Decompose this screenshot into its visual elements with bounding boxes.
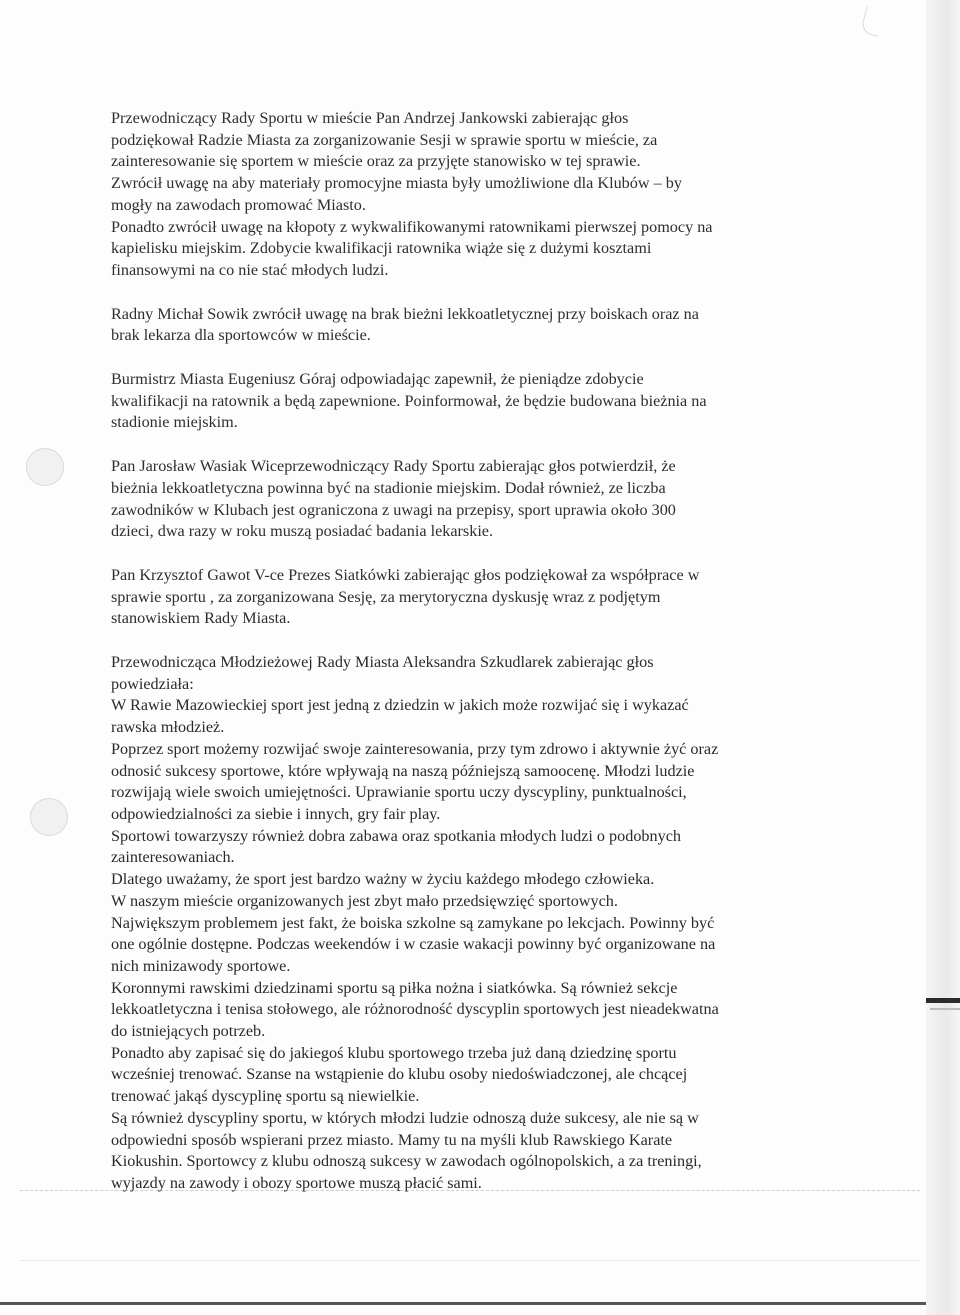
text-line: stadionie miejskim. xyxy=(111,413,238,432)
paragraph-szkudlarek xyxy=(111,652,811,1195)
text-line: zawodników w Klubach jest ograniczona z uwagi na przepisy, sport uprawia około 300 xyxy=(111,500,676,519)
document-body xyxy=(111,108,811,1217)
scan-edge-mark xyxy=(926,998,960,1003)
page-corner-pencil-mark xyxy=(860,6,885,37)
text-line: rozwijają wiele swoich umiejętności. Uprawianie sportu uczy dyscypliny, punktualności, xyxy=(111,783,687,802)
punch-hole-top xyxy=(26,448,64,486)
faint-scan-line-lower xyxy=(20,1260,920,1261)
paragraph-jankowski xyxy=(111,108,811,282)
text-line: brak lekarza dla sportowców w mieście. xyxy=(111,326,371,345)
text-line: odnosić sukcesy sportowe, które wpływają na naszą późniejszą samoocenę. Młodzi ludzie xyxy=(111,761,695,780)
text-line: Ponadto zwrócił uwagę na kłopoty z wykwalifikowanymi ratownikami pierwszej pomocy na xyxy=(111,217,713,236)
scan-right-edge xyxy=(926,0,960,1315)
text-line: kwalifikacji na ratownik a będą zapewnione. Poinformował, że będzie budowana bieżnia na xyxy=(111,391,707,410)
text-line: stanowiskiem Rady Miasta. xyxy=(111,609,291,628)
text-line: mogły na zawodach promować Miasto. xyxy=(111,195,366,214)
text-line: wcześniej trenować. Szanse na wstąpienie do klubu osoby niedoświadczonej, ale chcącej xyxy=(111,1065,688,1084)
text-line: Koronnymi rawskimi dziedzinami sportu są piłka nożna i siatkówka. Są również sekcje xyxy=(111,978,678,997)
text-line: Pan Jarosław Wasiak Wiceprzewodniczący Rady Sportu zabierając głos potwierdził, że xyxy=(111,457,676,476)
paragraph-goraj xyxy=(111,369,811,434)
text-line: Poprzez sport możemy rozwijać swoje zainteresowania, przy tym zdrowo i aktywnie żyć oraz xyxy=(111,739,719,758)
text-line: podziękował Radzie Miasta za zorganizowanie Sesji w sprawie sportu w mieście, za xyxy=(111,130,658,149)
text-line: Przewodnicząca Młodzieżowej Rady Miasta Aleksandra Szkudlarek zabierając głos xyxy=(111,653,654,672)
text-line: Są również dyscypliny sportu, w których młodzi ludzie odnoszą duże sukcesy, ale nie są w xyxy=(111,1108,699,1127)
text-line: Radny Michał Sowik zwrócił uwagę na brak bieżni lekkoatletycznej przy boiskach oraz na xyxy=(111,304,699,323)
text-line: Zwrócił uwagę na aby materiały promocyjne miasta były umożliwione dla Klubów – by xyxy=(111,174,682,193)
text-line: finansowymi na co nie stać młodych ludzi. xyxy=(111,260,389,279)
text-line: wyjazdy na zawody i obozy sportowe muszą płacić sami. xyxy=(111,1173,482,1192)
text-line: Dlatego uważamy, że sport jest bardzo ważny w życiu każdego młodego człowieka. xyxy=(111,870,655,889)
text-line: Kiokushin. Sportowcy z klubu odnoszą sukcesy w zawodach ogólnopolskich, a za treningi, xyxy=(111,1152,702,1171)
text-line: zainteresowanie się sportem w mieście oraz za przyjęte stanowisko w tej sprawie. xyxy=(111,152,641,171)
text-line: Największym problemem jest fakt, że boiska szkolne są zamykane po lekcjach. Powinny być xyxy=(111,913,715,932)
text-line: powiedziała: xyxy=(111,674,194,693)
text-line: zainteresowaniach. xyxy=(111,848,235,867)
text-line: Ponadto aby zapisać się do jakiegoś klubu sportowego trzeba już daną dziedzinę sportu xyxy=(111,1043,677,1062)
paragraph-gawot xyxy=(111,565,811,630)
text-line: lekkoatletyczna i tenisa stołowego, ale różnorodność dyscyplin sportowych jest nieadekwatna xyxy=(111,1000,719,1019)
text-line: one ogólnie dostępne. Podczas weekendów i w czasie wakacji powinny być organizowane na xyxy=(111,935,716,954)
text-line: W naszym mieście organizowanych jest zbyt mało przedsięwzięć sportowych. xyxy=(111,891,618,910)
text-line: Burmistrz Miasta Eugeniusz Góraj odpowiadając zapewnił, że pieniądze zdobycie xyxy=(111,370,644,389)
paragraph-wasiak xyxy=(111,456,811,543)
paragraph-sowik xyxy=(111,304,811,347)
text-line: Przewodniczący Rady Sportu w mieście Pan Andrzej Jankowski zabierając głos xyxy=(111,109,629,127)
text-line: sprawie sportu , za zorganizowana Sesję, za merytoryczna dyskusję wraz z podjętym xyxy=(111,587,661,606)
text-line: odpowiedzialności za siebie i innych, gry fair play. xyxy=(111,804,441,823)
text-line: W Rawie Mazowieckiej sport jest jedną z dziedzin w jakich może rozwijać się i wykazać xyxy=(111,696,689,715)
scan-edge-mark-secondary xyxy=(930,1008,960,1010)
text-line: nich minizawody sportowe. xyxy=(111,956,291,975)
text-line: do istniejących potrzeb. xyxy=(111,1022,266,1041)
text-line: dzieci, dwa razy w roku muszą posiadać badania lekarskie. xyxy=(111,522,494,541)
text-line: bieżnia lekkoatletyczna powinna być na stadionie miejskim. Dodał również, ze liczba xyxy=(111,478,666,497)
text-line: Pan Krzysztof Gawot V-ce Prezes Siatkówki zabierając głos podziękował za współprace w xyxy=(111,565,700,584)
text-line: odpowiedni sposób wspierani przez miasto. Mamy tu na myśli klub Rawskiego Karate xyxy=(111,1130,673,1149)
punch-hole-bottom xyxy=(30,798,68,836)
scan-bottom-edge xyxy=(0,1302,926,1305)
text-line: rawska młodzież. xyxy=(111,718,225,737)
text-line: kapielisku miejskim. Zdobycie kwalifikacji ratownika wiąże się z dużymi kosztami xyxy=(111,239,652,258)
text-line: trenować jakąś dyscyplinę sportu są niewielkie. xyxy=(111,1087,420,1106)
text-line: Sportowi towarzyszy również dobra zabawa oraz spotkania młodych ludzi o podobnych xyxy=(111,826,681,845)
